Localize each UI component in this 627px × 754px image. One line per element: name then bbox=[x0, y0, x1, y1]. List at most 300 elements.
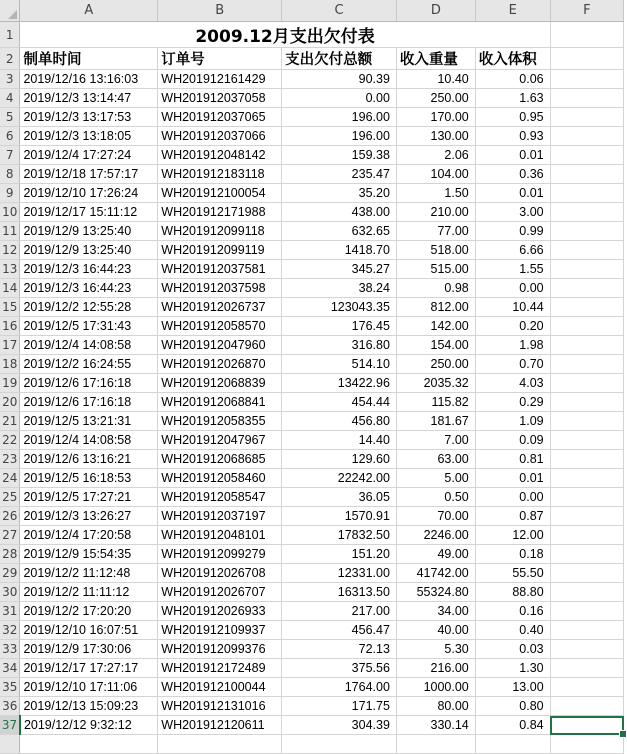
table-cell[interactable] bbox=[550, 583, 623, 602]
amount-cell[interactable]: 14.40 bbox=[282, 431, 397, 450]
row-header[interactable]: 2 bbox=[0, 48, 20, 70]
table-row bbox=[0, 222, 624, 241]
table-row bbox=[0, 260, 624, 279]
order-cell[interactable]: WH201912131016 bbox=[158, 697, 282, 716]
table-cell[interactable] bbox=[550, 70, 623, 89]
weight-cell[interactable]: 63.00 bbox=[396, 450, 475, 469]
order-cell[interactable]: WH201912100044 bbox=[158, 678, 282, 697]
row-header[interactable]: 6 bbox=[0, 127, 20, 146]
table-row bbox=[0, 127, 624, 146]
sheet-title[interactable]: 2009.12月支出欠付表 bbox=[20, 22, 550, 48]
table-cell[interactable] bbox=[158, 735, 282, 754]
time-cell[interactable]: 2019/12/2 11:12:48 bbox=[20, 564, 158, 583]
amount-cell[interactable]: 196.00 bbox=[282, 127, 397, 146]
table-cell[interactable] bbox=[550, 602, 623, 621]
amount-cell[interactable]: 129.60 bbox=[282, 450, 397, 469]
column-header-e[interactable]: E bbox=[475, 0, 550, 22]
volume-cell[interactable]: 0.36 bbox=[475, 165, 550, 184]
volume-cell[interactable]: 88.80 bbox=[475, 583, 550, 602]
weight-cell[interactable]: 515.00 bbox=[396, 260, 475, 279]
order-cell[interactable]: WH201912037065 bbox=[158, 108, 282, 127]
table-row bbox=[0, 374, 624, 393]
row-header[interactable]: 3 bbox=[0, 70, 20, 89]
volume-cell[interactable]: 0.40 bbox=[475, 621, 550, 640]
weight-cell[interactable]: 5.00 bbox=[396, 469, 475, 488]
amount-cell[interactable]: 72.13 bbox=[282, 640, 397, 659]
row-header[interactable]: 27 bbox=[0, 526, 20, 545]
order-cell[interactable]: WH201912109937 bbox=[158, 621, 282, 640]
volume-cell[interactable]: 10.44 bbox=[475, 298, 550, 317]
table-row bbox=[0, 431, 624, 450]
time-cell[interactable]: 2019/12/2 12:55:28 bbox=[20, 298, 158, 317]
weight-cell[interactable]: 2.06 bbox=[396, 146, 475, 165]
row-header[interactable]: 15 bbox=[0, 298, 20, 317]
volume-cell[interactable]: 0.93 bbox=[475, 127, 550, 146]
row-header[interactable]: 5 bbox=[0, 108, 20, 127]
table-row bbox=[0, 70, 624, 89]
row-header[interactable]: 10 bbox=[0, 203, 20, 222]
row-header[interactable]: 26 bbox=[0, 507, 20, 526]
table-cell[interactable] bbox=[550, 184, 623, 203]
volume-cell[interactable]: 0.84 bbox=[475, 716, 550, 735]
table-cell[interactable] bbox=[550, 412, 623, 431]
order-cell[interactable]: WH201912026707 bbox=[158, 583, 282, 602]
table-cell[interactable] bbox=[550, 222, 623, 241]
table-row bbox=[0, 184, 624, 203]
time-cell[interactable]: 2019/12/3 13:26:27 bbox=[20, 507, 158, 526]
volume-cell[interactable]: 1.55 bbox=[475, 260, 550, 279]
row-header[interactable]: 14 bbox=[0, 279, 20, 298]
time-cell[interactable]: 2019/12/5 17:27:21 bbox=[20, 488, 158, 507]
weight-cell[interactable]: 1000.00 bbox=[396, 678, 475, 697]
weight-cell[interactable]: 210.00 bbox=[396, 203, 475, 222]
weight-cell[interactable]: 77.00 bbox=[396, 222, 475, 241]
volume-cell[interactable]: 0.01 bbox=[475, 146, 550, 165]
amount-cell[interactable]: 438.00 bbox=[282, 203, 397, 222]
time-cell[interactable]: 2019/12/3 13:17:53 bbox=[20, 108, 158, 127]
volume-cell[interactable]: 0.18 bbox=[475, 545, 550, 564]
volume-cell[interactable]: 13.00 bbox=[475, 678, 550, 697]
table-cell[interactable] bbox=[550, 108, 623, 127]
amount-cell[interactable]: 217.00 bbox=[282, 602, 397, 621]
amount-cell[interactable]: 304.39 bbox=[282, 716, 397, 735]
table-row bbox=[0, 469, 624, 488]
time-cell[interactable]: 2019/12/3 16:44:23 bbox=[20, 279, 158, 298]
order-cell[interactable]: WH201912047960 bbox=[158, 336, 282, 355]
time-cell[interactable]: 2019/12/16 13:16:03 bbox=[20, 70, 158, 89]
weight-cell[interactable]: 216.00 bbox=[396, 659, 475, 678]
time-cell[interactable]: 2019/12/10 16:07:51 bbox=[20, 621, 158, 640]
table-cell[interactable] bbox=[550, 678, 623, 697]
table-cell[interactable] bbox=[550, 526, 623, 545]
table-row bbox=[0, 583, 624, 602]
volume-cell[interactable]: 0.00 bbox=[475, 488, 550, 507]
amount-cell[interactable]: 12331.00 bbox=[282, 564, 397, 583]
time-cell[interactable]: 2019/12/6 17:16:18 bbox=[20, 393, 158, 412]
table-cell[interactable] bbox=[550, 450, 623, 469]
order-cell[interactable]: WH201912037581 bbox=[158, 260, 282, 279]
time-cell[interactable]: 2019/12/9 13:25:40 bbox=[20, 222, 158, 241]
volume-cell[interactable]: 4.03 bbox=[475, 374, 550, 393]
weight-cell[interactable]: 2246.00 bbox=[396, 526, 475, 545]
row-header[interactable]: 9 bbox=[0, 184, 20, 203]
time-cell[interactable]: 2019/12/4 17:27:24 bbox=[20, 146, 158, 165]
selected-cell[interactable] bbox=[550, 716, 623, 735]
time-cell[interactable]: 2019/12/4 14:08:58 bbox=[20, 336, 158, 355]
table-cell[interactable] bbox=[550, 545, 623, 564]
time-cell[interactable]: 2019/12/3 16:44:23 bbox=[20, 260, 158, 279]
row-header[interactable]: 32 bbox=[0, 621, 20, 640]
time-cell[interactable]: 2019/12/2 16:24:55 bbox=[20, 355, 158, 374]
order-cell[interactable]: WH201912183118 bbox=[158, 165, 282, 184]
amount-cell[interactable]: 235.47 bbox=[282, 165, 397, 184]
row-header[interactable]: 17 bbox=[0, 336, 20, 355]
row-header[interactable]: 31 bbox=[0, 602, 20, 621]
column-header-a[interactable]: A bbox=[20, 0, 158, 22]
time-cell[interactable]: 2019/12/17 15:11:12 bbox=[20, 203, 158, 222]
amount-cell[interactable]: 13422.96 bbox=[282, 374, 397, 393]
table-cell[interactable] bbox=[550, 564, 623, 583]
volume-cell[interactable]: 12.00 bbox=[475, 526, 550, 545]
order-cell[interactable]: WH201912099279 bbox=[158, 545, 282, 564]
amount-cell[interactable]: 1418.70 bbox=[282, 241, 397, 260]
time-cell[interactable]: 2019/12/6 13:16:21 bbox=[20, 450, 158, 469]
row-header[interactable]: 34 bbox=[0, 659, 20, 678]
order-cell[interactable]: WH201912047967 bbox=[158, 431, 282, 450]
volume-cell[interactable]: 0.29 bbox=[475, 393, 550, 412]
weight-cell[interactable]: 1.50 bbox=[396, 184, 475, 203]
amount-cell[interactable]: 316.80 bbox=[282, 336, 397, 355]
time-cell[interactable]: 2019/12/9 17:30:06 bbox=[20, 640, 158, 659]
row-header[interactable]: 29 bbox=[0, 564, 20, 583]
table-cell[interactable] bbox=[550, 146, 623, 165]
volume-cell[interactable]: 0.87 bbox=[475, 507, 550, 526]
volume-cell[interactable]: 0.95 bbox=[475, 108, 550, 127]
row-header[interactable]: 33 bbox=[0, 640, 20, 659]
order-cell[interactable]: WH201912100054 bbox=[158, 184, 282, 203]
weight-cell[interactable]: 130.00 bbox=[396, 127, 475, 146]
amount-cell[interactable]: 514.10 bbox=[282, 355, 397, 374]
table-cell[interactable] bbox=[550, 241, 623, 260]
table-cell[interactable] bbox=[550, 469, 623, 488]
header-cell-volume[interactable]: 收入体积 bbox=[475, 48, 550, 70]
table-cell[interactable] bbox=[550, 640, 623, 659]
table-row bbox=[0, 678, 624, 697]
weight-cell[interactable]: 154.00 bbox=[396, 336, 475, 355]
table-row bbox=[0, 355, 624, 374]
volume-cell[interactable]: 55.50 bbox=[475, 564, 550, 583]
table-cell[interactable] bbox=[550, 89, 623, 108]
row-header[interactable]: 25 bbox=[0, 488, 20, 507]
row-header[interactable]: 12 bbox=[0, 241, 20, 260]
order-cell[interactable]: WH201912120611 bbox=[158, 716, 282, 735]
time-cell[interactable]: 2019/12/9 15:54:35 bbox=[20, 545, 158, 564]
table-cell[interactable] bbox=[475, 735, 550, 754]
row-header[interactable]: 35 bbox=[0, 678, 20, 697]
amount-cell[interactable]: 123043.35 bbox=[282, 298, 397, 317]
table-row bbox=[0, 697, 624, 716]
weight-cell[interactable]: 330.14 bbox=[396, 716, 475, 735]
row-header[interactable]: 23 bbox=[0, 450, 20, 469]
row-header[interactable]: 36 bbox=[0, 697, 20, 716]
header-cell-order[interactable]: 订单号 bbox=[158, 48, 282, 70]
row-header[interactable]: 16 bbox=[0, 317, 20, 336]
table-cell[interactable] bbox=[550, 488, 623, 507]
row-header[interactable] bbox=[0, 735, 20, 754]
volume-cell[interactable]: 0.00 bbox=[475, 279, 550, 298]
amount-cell[interactable]: 16313.50 bbox=[282, 583, 397, 602]
weight-cell[interactable]: 7.00 bbox=[396, 431, 475, 450]
weight-cell[interactable]: 518.00 bbox=[396, 241, 475, 260]
weight-cell[interactable]: 34.00 bbox=[396, 602, 475, 621]
header-cell-time[interactable]: 制单时间 bbox=[20, 48, 158, 70]
amount-cell[interactable]: 345.27 bbox=[282, 260, 397, 279]
amount-cell[interactable]: 375.56 bbox=[282, 659, 397, 678]
table-cell[interactable] bbox=[550, 22, 623, 48]
table-cell[interactable] bbox=[550, 203, 623, 222]
time-cell[interactable]: 2019/12/10 17:11:06 bbox=[20, 678, 158, 697]
amount-cell[interactable]: 176.45 bbox=[282, 317, 397, 336]
time-cell[interactable]: 2019/12/4 17:20:58 bbox=[20, 526, 158, 545]
order-cell[interactable]: WH201912068839 bbox=[158, 374, 282, 393]
order-cell[interactable]: WH201912037598 bbox=[158, 279, 282, 298]
weight-cell[interactable]: 115.82 bbox=[396, 393, 475, 412]
table-cell[interactable] bbox=[550, 659, 623, 678]
row-header[interactable]: 22 bbox=[0, 431, 20, 450]
weight-cell[interactable]: 41742.00 bbox=[396, 564, 475, 583]
time-cell[interactable]: 2019/12/5 16:18:53 bbox=[20, 469, 158, 488]
time-cell[interactable]: 2019/12/2 11:11:12 bbox=[20, 583, 158, 602]
time-cell[interactable]: 2019/12/18 17:57:17 bbox=[20, 165, 158, 184]
table-cell[interactable] bbox=[550, 355, 623, 374]
amount-cell[interactable]: 38.24 bbox=[282, 279, 397, 298]
volume-cell[interactable]: 0.01 bbox=[475, 469, 550, 488]
volume-cell[interactable]: 6.66 bbox=[475, 241, 550, 260]
weight-cell[interactable]: 0.98 bbox=[396, 279, 475, 298]
amount-cell[interactable]: 0.00 bbox=[282, 89, 397, 108]
volume-cell[interactable]: 0.80 bbox=[475, 697, 550, 716]
table-cell[interactable] bbox=[550, 735, 623, 754]
time-cell[interactable]: 2019/12/4 14:08:58 bbox=[20, 431, 158, 450]
weight-cell[interactable]: 10.40 bbox=[396, 70, 475, 89]
row-header[interactable]: 37 bbox=[0, 716, 20, 735]
volume-cell[interactable]: 0.06 bbox=[475, 70, 550, 89]
weight-cell[interactable]: 142.00 bbox=[396, 317, 475, 336]
order-cell[interactable]: WH201912099119 bbox=[158, 241, 282, 260]
order-cell[interactable]: WH201912171988 bbox=[158, 203, 282, 222]
amount-cell[interactable]: 632.65 bbox=[282, 222, 397, 241]
order-cell[interactable]: WH201912068841 bbox=[158, 393, 282, 412]
table-cell[interactable] bbox=[550, 127, 623, 146]
amount-cell[interactable]: 151.20 bbox=[282, 545, 397, 564]
column-header-c[interactable]: C bbox=[282, 0, 397, 22]
row-header[interactable]: 7 bbox=[0, 146, 20, 165]
select-all-corner[interactable] bbox=[0, 0, 20, 22]
volume-cell[interactable]: 0.20 bbox=[475, 317, 550, 336]
amount-cell[interactable]: 454.44 bbox=[282, 393, 397, 412]
order-cell[interactable]: WH201912037197 bbox=[158, 507, 282, 526]
table-row bbox=[0, 659, 624, 678]
time-cell[interactable]: 2019/12/10 17:26:24 bbox=[20, 184, 158, 203]
weight-cell[interactable]: 104.00 bbox=[396, 165, 475, 184]
table-cell[interactable] bbox=[550, 621, 623, 640]
volume-cell[interactable]: 0.99 bbox=[475, 222, 550, 241]
table-cell[interactable] bbox=[550, 298, 623, 317]
amount-cell[interactable]: 17832.50 bbox=[282, 526, 397, 545]
volume-cell[interactable]: 1.09 bbox=[475, 412, 550, 431]
order-cell[interactable]: WH201912172489 bbox=[158, 659, 282, 678]
table-row bbox=[0, 146, 624, 165]
order-cell[interactable]: WH201912099376 bbox=[158, 640, 282, 659]
row-header[interactable]: 1 bbox=[0, 22, 20, 48]
table-cell[interactable] bbox=[396, 735, 475, 754]
column-header-d[interactable]: D bbox=[396, 0, 475, 22]
header-row bbox=[0, 48, 624, 70]
table-row bbox=[0, 336, 624, 355]
table-row bbox=[0, 602, 624, 621]
volume-cell[interactable]: 0.03 bbox=[475, 640, 550, 659]
table-cell[interactable] bbox=[550, 260, 623, 279]
row-header[interactable]: 20 bbox=[0, 393, 20, 412]
table-cell[interactable] bbox=[550, 507, 623, 526]
order-cell[interactable]: WH201912058460 bbox=[158, 469, 282, 488]
table-row bbox=[0, 203, 624, 222]
table-cell[interactable] bbox=[550, 697, 623, 716]
table-cell[interactable] bbox=[550, 279, 623, 298]
table-row bbox=[0, 412, 624, 431]
order-cell[interactable]: WH201912048101 bbox=[158, 526, 282, 545]
row-header[interactable]: 24 bbox=[0, 469, 20, 488]
table-cell[interactable] bbox=[20, 735, 158, 754]
table-cell[interactable] bbox=[550, 48, 623, 70]
time-cell[interactable]: 2019/12/3 13:18:05 bbox=[20, 127, 158, 146]
table-row bbox=[0, 241, 624, 260]
row-header[interactable]: 21 bbox=[0, 412, 20, 431]
order-cell[interactable]: WH201912037066 bbox=[158, 127, 282, 146]
weight-cell[interactable]: 70.00 bbox=[396, 507, 475, 526]
row-header[interactable]: 18 bbox=[0, 355, 20, 374]
weight-cell[interactable]: 2035.32 bbox=[396, 374, 475, 393]
fill-handle[interactable] bbox=[619, 730, 627, 738]
table-row bbox=[0, 507, 624, 526]
amount-cell[interactable]: 90.39 bbox=[282, 70, 397, 89]
time-cell[interactable]: 2019/12/3 13:14:47 bbox=[20, 89, 158, 108]
time-cell[interactable]: 2019/12/5 13:21:31 bbox=[20, 412, 158, 431]
amount-cell[interactable]: 1570.91 bbox=[282, 507, 397, 526]
order-cell[interactable]: WH201912048142 bbox=[158, 146, 282, 165]
amount-cell[interactable]: 196.00 bbox=[282, 108, 397, 127]
volume-cell[interactable]: 0.81 bbox=[475, 450, 550, 469]
table-cell[interactable] bbox=[550, 317, 623, 336]
row-header[interactable]: 4 bbox=[0, 89, 20, 108]
order-cell[interactable]: WH201912026737 bbox=[158, 298, 282, 317]
table-row bbox=[0, 317, 624, 336]
table-row bbox=[0, 89, 624, 108]
order-cell[interactable]: WH201912026708 bbox=[158, 564, 282, 583]
volume-cell[interactable]: 1.30 bbox=[475, 659, 550, 678]
amount-cell[interactable]: 1764.00 bbox=[282, 678, 397, 697]
header-cell-weight[interactable]: 收入重量 bbox=[396, 48, 475, 70]
weight-cell[interactable]: 80.00 bbox=[396, 697, 475, 716]
table-cell[interactable] bbox=[550, 336, 623, 355]
table-cell[interactable] bbox=[550, 165, 623, 184]
order-cell[interactable]: WH201912068685 bbox=[158, 450, 282, 469]
table-row bbox=[0, 393, 624, 412]
column-header-b[interactable]: B bbox=[158, 0, 282, 22]
weight-cell[interactable]: 5.30 bbox=[396, 640, 475, 659]
order-cell[interactable]: WH201912037058 bbox=[158, 89, 282, 108]
order-cell[interactable]: WH201912058355 bbox=[158, 412, 282, 431]
weight-cell[interactable]: 55324.80 bbox=[396, 583, 475, 602]
volume-cell[interactable]: 0.01 bbox=[475, 184, 550, 203]
order-cell[interactable]: WH201912058547 bbox=[158, 488, 282, 507]
row-header[interactable]: 8 bbox=[0, 165, 20, 184]
weight-cell[interactable]: 812.00 bbox=[396, 298, 475, 317]
amount-cell[interactable]: 36.05 bbox=[282, 488, 397, 507]
volume-cell[interactable]: 3.00 bbox=[475, 203, 550, 222]
table-row bbox=[0, 640, 624, 659]
order-cell[interactable]: WH201912161429 bbox=[158, 70, 282, 89]
amount-cell[interactable]: 22242.00 bbox=[282, 469, 397, 488]
row-header[interactable]: 13 bbox=[0, 260, 20, 279]
volume-cell[interactable]: 0.16 bbox=[475, 602, 550, 621]
weight-cell[interactable]: 250.00 bbox=[396, 355, 475, 374]
weight-cell[interactable]: 181.67 bbox=[396, 412, 475, 431]
time-cell[interactable]: 2019/12/12 9:32:12 bbox=[20, 716, 158, 735]
table-row bbox=[0, 716, 624, 735]
table-row bbox=[0, 450, 624, 469]
order-cell[interactable]: WH201912058570 bbox=[158, 317, 282, 336]
time-cell[interactable]: 2019/12/9 13:25:40 bbox=[20, 241, 158, 260]
table-cell[interactable] bbox=[550, 374, 623, 393]
weight-cell[interactable]: 0.50 bbox=[396, 488, 475, 507]
table-cell[interactable] bbox=[282, 735, 397, 754]
time-cell[interactable]: 2019/12/6 17:16:18 bbox=[20, 374, 158, 393]
amount-cell[interactable]: 35.20 bbox=[282, 184, 397, 203]
amount-cell[interactable]: 456.80 bbox=[282, 412, 397, 431]
time-cell[interactable]: 2019/12/13 15:09:23 bbox=[20, 697, 158, 716]
weight-cell[interactable]: 250.00 bbox=[396, 89, 475, 108]
row-header[interactable]: 30 bbox=[0, 583, 20, 602]
volume-cell[interactable]: 1.63 bbox=[475, 89, 550, 108]
column-header-f[interactable]: F bbox=[550, 0, 623, 22]
amount-cell[interactable]: 171.75 bbox=[282, 697, 397, 716]
amount-cell[interactable]: 456.47 bbox=[282, 621, 397, 640]
table-row bbox=[0, 735, 624, 754]
row-header[interactable]: 28 bbox=[0, 545, 20, 564]
order-cell[interactable]: WH201912099118 bbox=[158, 222, 282, 241]
weight-cell[interactable]: 170.00 bbox=[396, 108, 475, 127]
weight-cell[interactable]: 49.00 bbox=[396, 545, 475, 564]
weight-cell[interactable]: 40.00 bbox=[396, 621, 475, 640]
header-cell-amount[interactable]: 支出欠付总额 bbox=[282, 48, 397, 70]
volume-cell[interactable]: 1.98 bbox=[475, 336, 550, 355]
time-cell[interactable]: 2019/12/5 17:31:43 bbox=[20, 317, 158, 336]
volume-cell[interactable]: 0.09 bbox=[475, 431, 550, 450]
table-row bbox=[0, 564, 624, 583]
volume-cell[interactable]: 0.70 bbox=[475, 355, 550, 374]
row-header[interactable]: 11 bbox=[0, 222, 20, 241]
time-cell[interactable]: 2019/12/2 17:20:20 bbox=[20, 602, 158, 621]
order-cell[interactable]: WH201912026870 bbox=[158, 355, 282, 374]
row-header[interactable]: 19 bbox=[0, 374, 20, 393]
amount-cell[interactable]: 159.38 bbox=[282, 146, 397, 165]
table-row bbox=[0, 165, 624, 184]
table-cell[interactable] bbox=[550, 431, 623, 450]
time-cell[interactable]: 2019/12/17 17:27:17 bbox=[20, 659, 158, 678]
order-cell[interactable]: WH201912026933 bbox=[158, 602, 282, 621]
table-cell[interactable] bbox=[550, 393, 623, 412]
